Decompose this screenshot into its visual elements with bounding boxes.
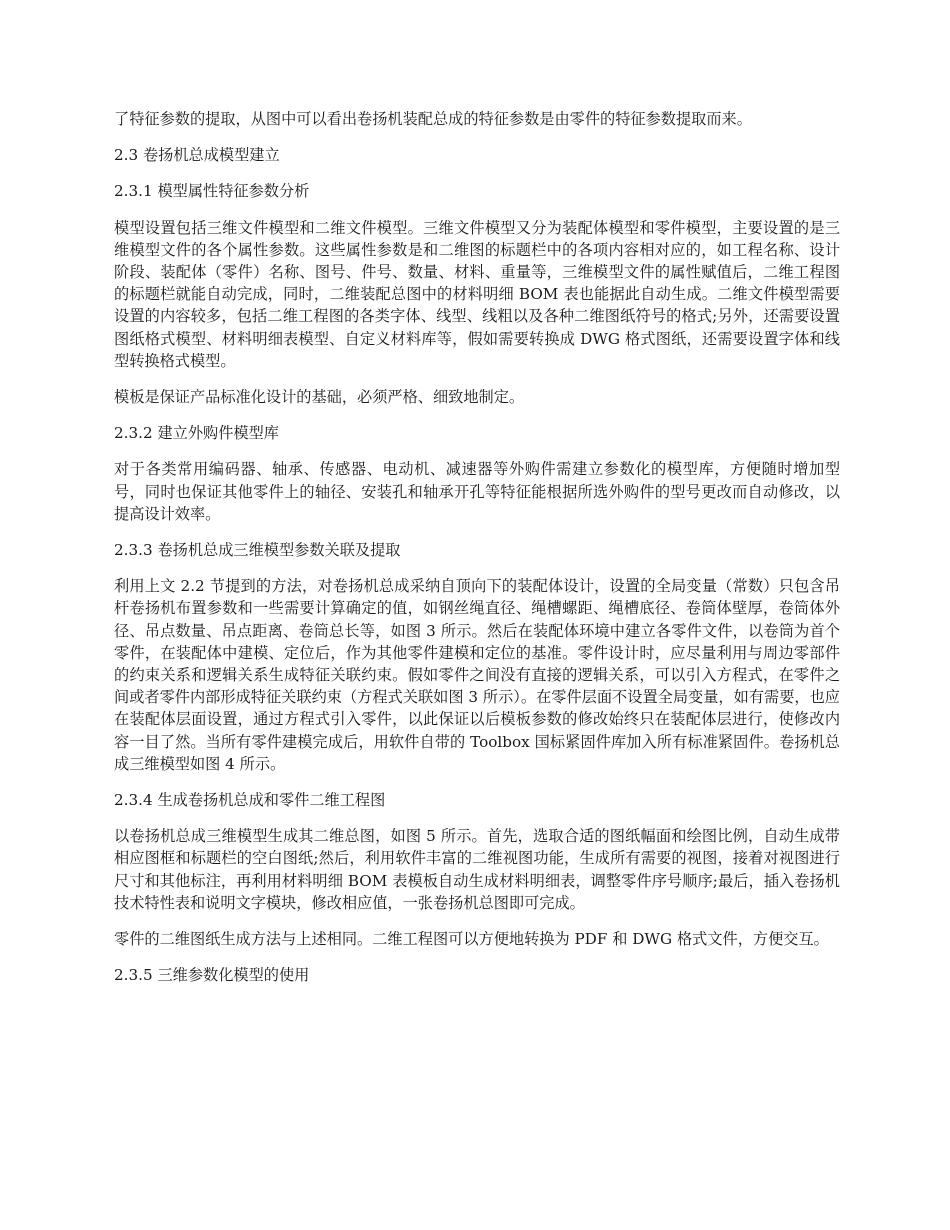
section-heading-2-3-1: 2.3.1 模型属性特征参数分析 bbox=[114, 182, 310, 201]
drawing-generation-paragraph: 以卷扬机总成三维模型生成其二维总图，如图 5 所示。首先，选取合适的图纸幅面和绘图比例，自动生成带相应图框和标题栏的空白图纸;然后，利用软件丰富的二维视图功能，生成所有需要的视图，接着对视图进行尺寸和其他标注，再利用材料明细 BOM 表模板自动生成材料明细表，调整零件序号顺序;最后，插入卷扬机技术特性表和说明文字模块，修改相应值，一张卷扬机总图即可完成。 bbox=[114, 827, 840, 912]
template-paragraph: 模板是保证产品标准化设计的基础，必须严格、细致地制定。 bbox=[114, 388, 525, 407]
section-heading-2-3-4: 2.3.4 生成卷扬机总成和零件二维工程图 bbox=[114, 791, 386, 810]
section-heading-2-3-2: 2.3.2 建立外购件模型库 bbox=[114, 424, 279, 443]
parameter-association-paragraph: 利用上文 2.2 节提到的方法，对卷扬机总成采纳自顶向下的装配体设计，设置的全局变量（常数）只包含吊杆卷扬机布置参数和一些需要计算确定的值，如钢丝绳直径、绳槽螺距、绳槽底径、卷筒体壁厚，卷筒体外径、吊点数量、吊点距离、卷筒总长等，如图 3 所示。然后在装配体环境中建立各零件文件，以卷筒为首个零件，在装配体中建模、定位后，作为其他零件建模和定位的基准。零件设计时，应尽量利用与周边零部件的约束关系和逻辑关系生成特征关联约束。假如零件之间没有直接的逻辑关系，可以引入方程式，在零件之间或者零件内部形成特征关联约束（方程式关联如图 3 所示）。在零件层面不设置全局变量，如有需要，也应在装配体层面设置，通过方程式引入零件，以此保证以后模板参数的修改始终只在装配体层进行，使修改内容一目了然。当所有零件建模完成后，用软件自带的 Toolbox 国标紧固件库加入所有标准紧固件。卷扬机总成三维模型如图 4 所示。 bbox=[114, 577, 840, 773]
section-heading-2-3-3: 2.3.3 卷扬机总成三维模型参数关联及提取 bbox=[114, 541, 401, 560]
document-page bbox=[114, 108, 840, 1001]
section-heading-2-3: 2.3 卷扬机总成模型建立 bbox=[114, 146, 280, 165]
model-settings-paragraph: 模型设置包括三维文件模型和二维文件模型。三维文件模型又分为装配体模型和零件模型，主要设置的是三维模型文件的各个属性参数。这些属性参数是和二维图的标题栏中的各项内容相对应的，如工程名称、设计阶段、装配体（零件）名称、图号、件号、数量、材料、重量等，三维模型文件的属性赋值后，二维工程图的标题栏就能自动完成，同时，二维装配总图中的材料明细 BOM 表也能据此自动生成。二维文件模型需要设置的内容较多，包括二维工程图的各类字体、线型、线粗以及各种二维图纸符号的格式;另外，还需要设置图纸格式模型、材料明细表模型、自定义材料库等，假如需要转换成 DWG 格式图纸，还需要设置字体和线型转换格式模型。 bbox=[114, 218, 840, 370]
section-heading-2-3-5: 2.3.5 三维参数化模型的使用 bbox=[114, 966, 310, 985]
purchased-parts-paragraph: 对于各类常用编码器、轴承、传感器、电动机、减速器等外购件需建立参数化的模型库，方便随时增加型号，同时也保证其他零件上的轴径、安装孔和轴承开孔等特征能根据所选外购件的型号更改而自动修改，以提高设计效率。 bbox=[114, 460, 840, 523]
part-drawing-paragraph: 零件的二维图纸生成方法与上述相同。二维工程图可以方便地转换为 PDF 和 DWG 格式文件，方便交互。 bbox=[114, 930, 829, 949]
intro-paragraph: 了特征参数的提取，从图中可以看出卷扬机装配总成的特征参数是由零件的特征参数提取而来。 bbox=[114, 110, 752, 128]
